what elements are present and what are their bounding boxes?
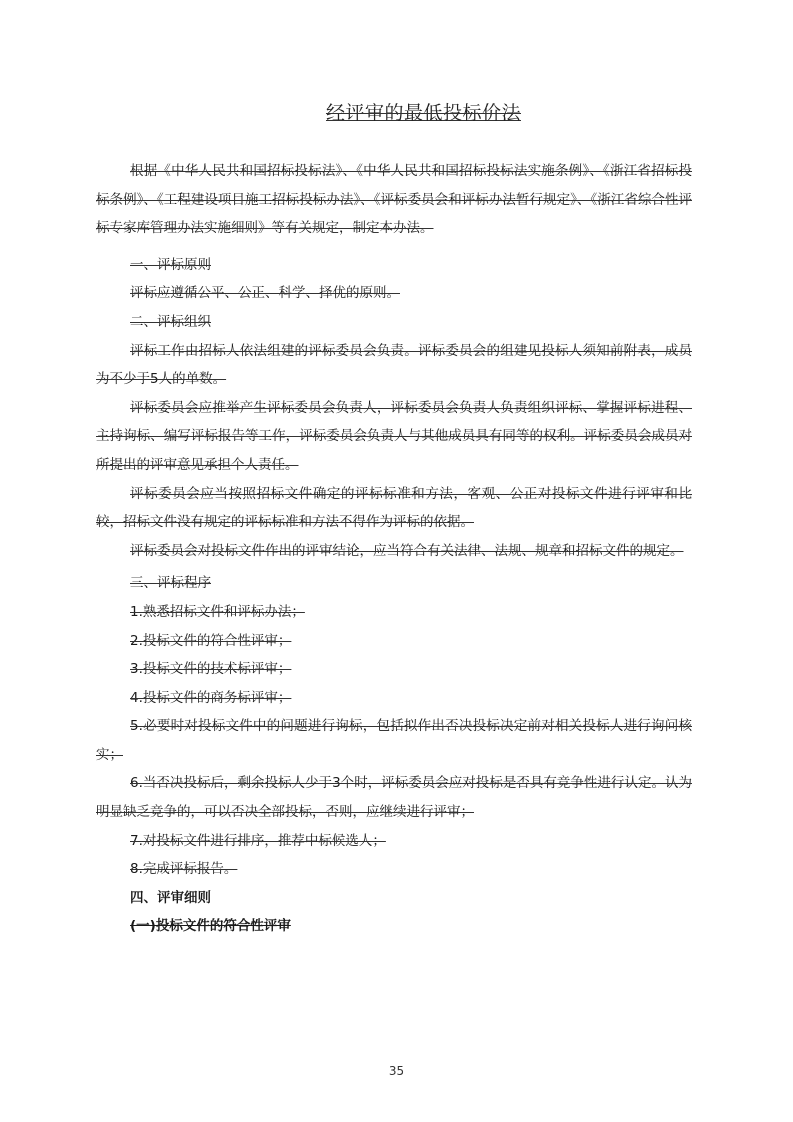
- heading-text: 一、评标原则: [130, 256, 211, 273]
- step-text: 8.完成评标报告。: [130, 861, 238, 878]
- paragraph-text: 评标委员会应推举产生评标委员会负责人，评标委员会负责人负责组织评标、掌握评标进程、主持询标、编写评标报告等工作，评标委员会负责人与其他成员具有同等的权利。评标委员会成员对所提出的评审意见承担个人责任。: [96, 399, 692, 473]
- heading-text: (一)投标文件的符合性评审: [130, 918, 291, 935]
- section-heading-procedure: [96, 569, 692, 598]
- section-heading-organization: [96, 308, 692, 337]
- heading-text: 三、评标程序: [130, 575, 211, 592]
- step-text: 5.必要时对投标文件中的问题进行询标，包括拟作出否决投标决定前对相关投标人进行询问核实；: [96, 718, 692, 763]
- paragraph-text: 评标委员会对投标文件作出的评审结论，应当符合有关法律、法规、规章和招标文件的规定。: [130, 542, 684, 559]
- subsection-heading-compliance-review: [96, 912, 692, 941]
- paragraph-principles: [96, 279, 692, 308]
- paragraph-organization-2: [96, 394, 692, 480]
- paragraph-legal-basis: [96, 157, 692, 243]
- paragraph-text: 根据《中华人民共和国招标投标法》、《中华人民共和国招标投标法实施条例》、《浙江省招标投标条例》、《工程建设项目施工招标投标办法》、《评标委员会和评标办法暂行规定》、《浙江省综合性评标专家库管理办法实施细则》等有关规定，制定本办法。: [96, 163, 692, 237]
- page-number: 35: [388, 1064, 405, 1078]
- procedure-step-4: [96, 684, 692, 713]
- paragraph-organization-4: [96, 537, 692, 566]
- document-body: [96, 157, 692, 941]
- paragraph-text: 评标委员会应当按照招标文件确定的评标标准和方法，客观、公正对投标文件进行评审和比较，招标文件没有规定的评标标准和方法不得作为评标的依据。: [96, 485, 692, 531]
- procedure-step-5: [96, 712, 692, 769]
- section-heading-principles: [96, 251, 692, 280]
- step-text: 4.投标文件的商务标评审；: [130, 689, 292, 706]
- paragraph-organization-3: [96, 480, 692, 537]
- step-text: 1.熟悉招标文件和评标办法；: [130, 603, 305, 620]
- paragraph-text: 评标应遵循公平、公正、科学、择优的原则。: [130, 285, 400, 302]
- step-text: 6.当否决投标后，剩余投标人少于3个时，评标委员会应对投标是否具有竞争性进行认定。认为明显缺乏竞争的，可以否决全部投标，否则，应继续进行评审；: [96, 775, 692, 821]
- procedure-step-3: [96, 655, 692, 684]
- document-title: 经评审的最低投标价法: [325, 102, 521, 124]
- paragraph-organization-1: [96, 337, 692, 394]
- heading-text: 二、评标组织: [130, 313, 211, 330]
- step-text: 2.投标文件的符合性评审；: [130, 632, 292, 649]
- procedure-step-1: [96, 598, 692, 627]
- procedure-step-7: [96, 827, 692, 856]
- paragraph-text: 评标工作由招标人依法组建的评标委员会负责。评标委员会的组建见投标人须知前附表，成员为不少于5人的单数。: [96, 342, 692, 388]
- step-text: 7.对投标文件进行排序，推荐中标候选人；: [130, 832, 386, 849]
- section-heading-review-details: [96, 884, 692, 913]
- procedure-step-6: [96, 769, 692, 826]
- heading-text: 四、评审细则: [130, 889, 211, 906]
- procedure-step-8: [96, 855, 692, 884]
- step-text: 3.投标文件的技术标评审；: [130, 661, 292, 678]
- procedure-step-2: [96, 627, 692, 656]
